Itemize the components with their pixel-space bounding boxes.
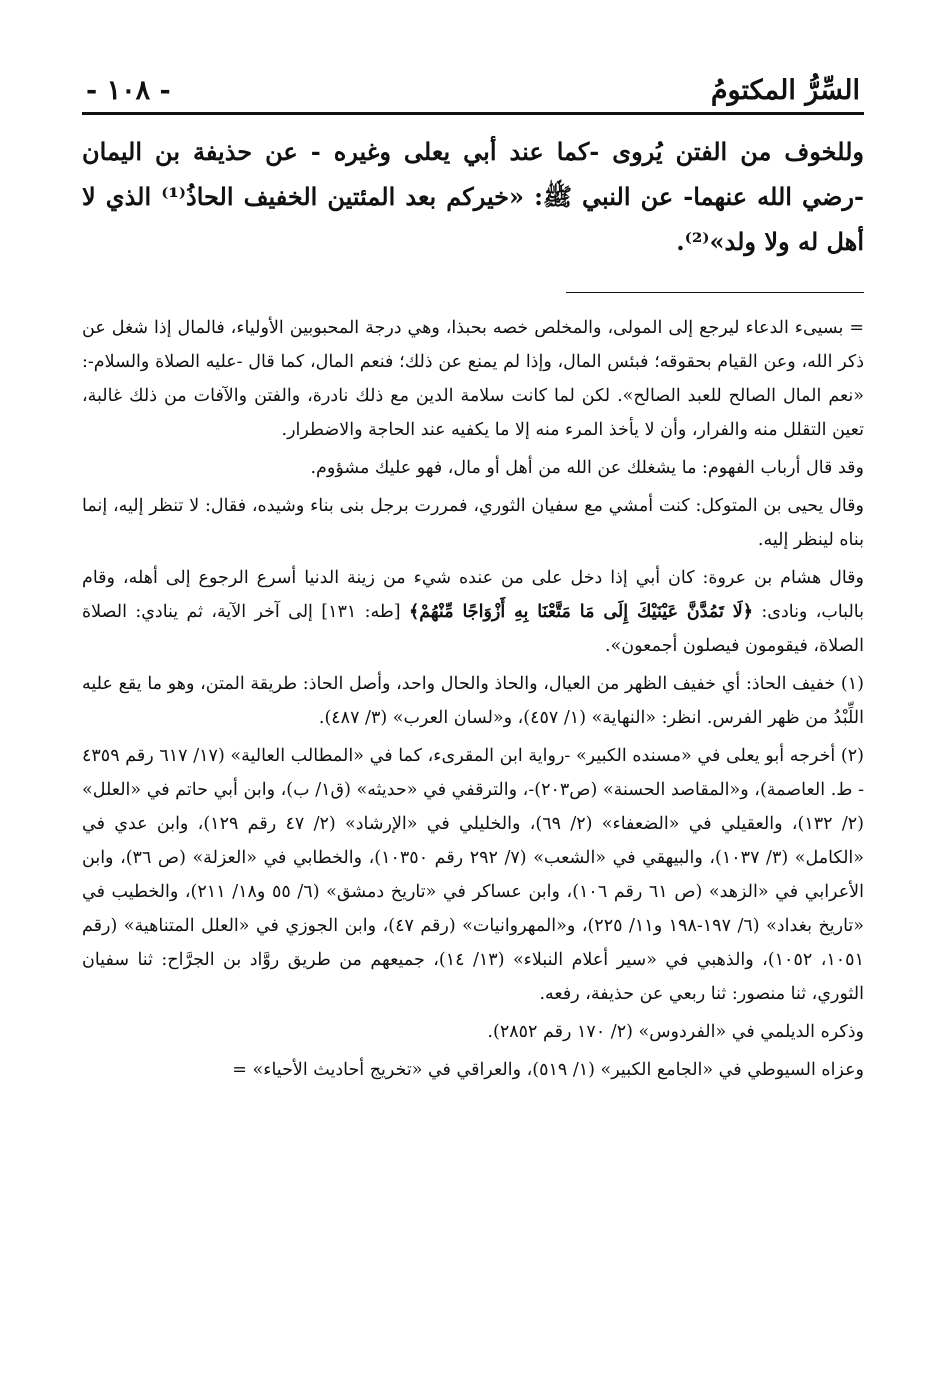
book-title: السِّرُّ المكتومُ — [710, 75, 860, 106]
main-paragraph: وللخوف من الفتن يُروى -كما عند أبي يعلى وغيره - عن حذيفة بن اليمان -رضي الله عنهما- عن النبي ﷺ: «خيركم بعد المئتين الخفيف الحاذُ⁽¹⁾ الذي لا أهل له ولا ولد»⁽²⁾. — [82, 137, 864, 256]
footnote-text: [طه: ١٣١] إلى آخر الآية، ثم ينادي: الصلاة الصلاة، فيقومون فيصلون أجمعون». — [82, 602, 864, 656]
footnote-continuation: = بسيىء الدعاء ليرجع إلى المولى، والمخلص خصه بحبذا، وهي درجة المحبوبين الأولياء، فالمال إذا شغل عن ذكر الله، وعن القيام بحقوقه؛ فبئس المال، وإذا لم يمنع عن ذلك؛ فنعم المال، كما قال -عليه الصلاة والسلام-: «نعم المال الصالح للعبد الصالح». لكن لما كانت سلامة الدين مع ذلك نادرة، والفتن والآفات من ذلك غالبة، تعين التقلل منه والفرار، وأن لا يأخذ المرء منه إلا ما يكفيه عند الحاجة والاضطرار. — [82, 318, 864, 440]
footnote-2-extra: وذكره الديلمي في «الفردوس» (٢/ ١٧٠ رقم ٢٨٥٢). — [487, 1022, 864, 1042]
footnotes — [82, 311, 864, 1087]
quran-verse: ﴿لَا تَمُدَّنَّ عَيْنَيْكَ إِلَى مَا مَتَّعْنَا بِهِ أَزْوَاجًا مِّنْهُمْ﴾ — [408, 602, 754, 622]
footnote-2-extra: وعزاه السيوطي في «الجامع الكبير» (١/ ٥١٩)، والعراقي في «تخريج أحاديث الأحياء» = — [232, 1060, 864, 1080]
footnote-2: (٢) أخرجه أبو يعلى في «مسنده الكبير» -رواية ابن المقرىء، كما في «المطالب العالية» (١٧/ ٦١٧ رقم ٤٣٥٩ - ط. العاصمة)، و«المقاصد الحسنة» (ص٢٠٣)-، والترقفي في «حديثه» (ق١/ ب)، وابن أبي حاتم في «العلل» (٢/ ١٣٢)، والعقيلي في «الضعفاء» (٢/ ٦٩)، والخليلي في «الإرشاد» (٢/ ٤٧ رقم ١٢٩)، وابن عدي في «الكامل» (٣/ ١٠٣٧)، والبيهقي في «الشعب» (٧/ ٢٩٢ رقم ١٠٣٥٠)، والخطابي في «العزلة» (ص ٣٦)، وابن الأعرابي في «الزهد» (ص ٦١ رقم ١٠٦)، وابن عساكر في «تاريخ دمشق» (٦/ ٥٥ و١٨/ ٢١١)، والخطيب في «تاريخ بغداد» (٦/ ١٩٧-١٩٨ و١١/ ٢٢٥)، و«المهروانيات» (رقم ٤٧)، وابن الجوزي في «العلل المتناهية» (رقم ١٠٥١، ١٠٥٢)، والذهبي في «سير أعلام النبلاء» (١٣/ ١٤)، جميعهم من طريق روَّاد بن الجرَّاح: ثنا سفيان الثوري، ثنا منصور: ثنا ربعي عن حذيفة، رفعه. — [82, 746, 864, 1004]
footnote-paragraph: وقال يحيى بن المتوكل: كنت أمشي مع سفيان الثوري، فمررت برجل بنى بناء وشيده، فقال: لا تنظر إليه، إنما بناه لينظر إليه. — [82, 496, 864, 550]
footnote-paragraph: وقد قال أرباب الفهوم: ما يشغلك عن الله من أهل أو مال، فهو عليك مشؤوم. — [310, 458, 864, 478]
footnote-1: (١) خفيف الحاذ: أي خفيف الظهر من العيال، والحاذ والحال واحد، وأصل الحاذ: طريقة المتن، وهو ما يقع عليه اللِّبْدُ من ظهر الفرس. انظر: «النهاية» (١/ ٤٥٧)، و«لسان العرب» (٣/ ٤٨٧). — [82, 674, 864, 728]
page-number: - ١٠٨ - — [86, 75, 171, 106]
main-text — [82, 129, 864, 264]
page-header — [82, 62, 864, 115]
footnote-paragraph — [82, 561, 864, 663]
footnote-text: وقال هشام بن عروة: كان أبي إذا دخل على من عنده شيء من زينة الدنيا أسرع الرجوع إلى أهله، وقام بالباب، ونادى: — [82, 568, 864, 622]
footnote-separator — [566, 292, 864, 293]
